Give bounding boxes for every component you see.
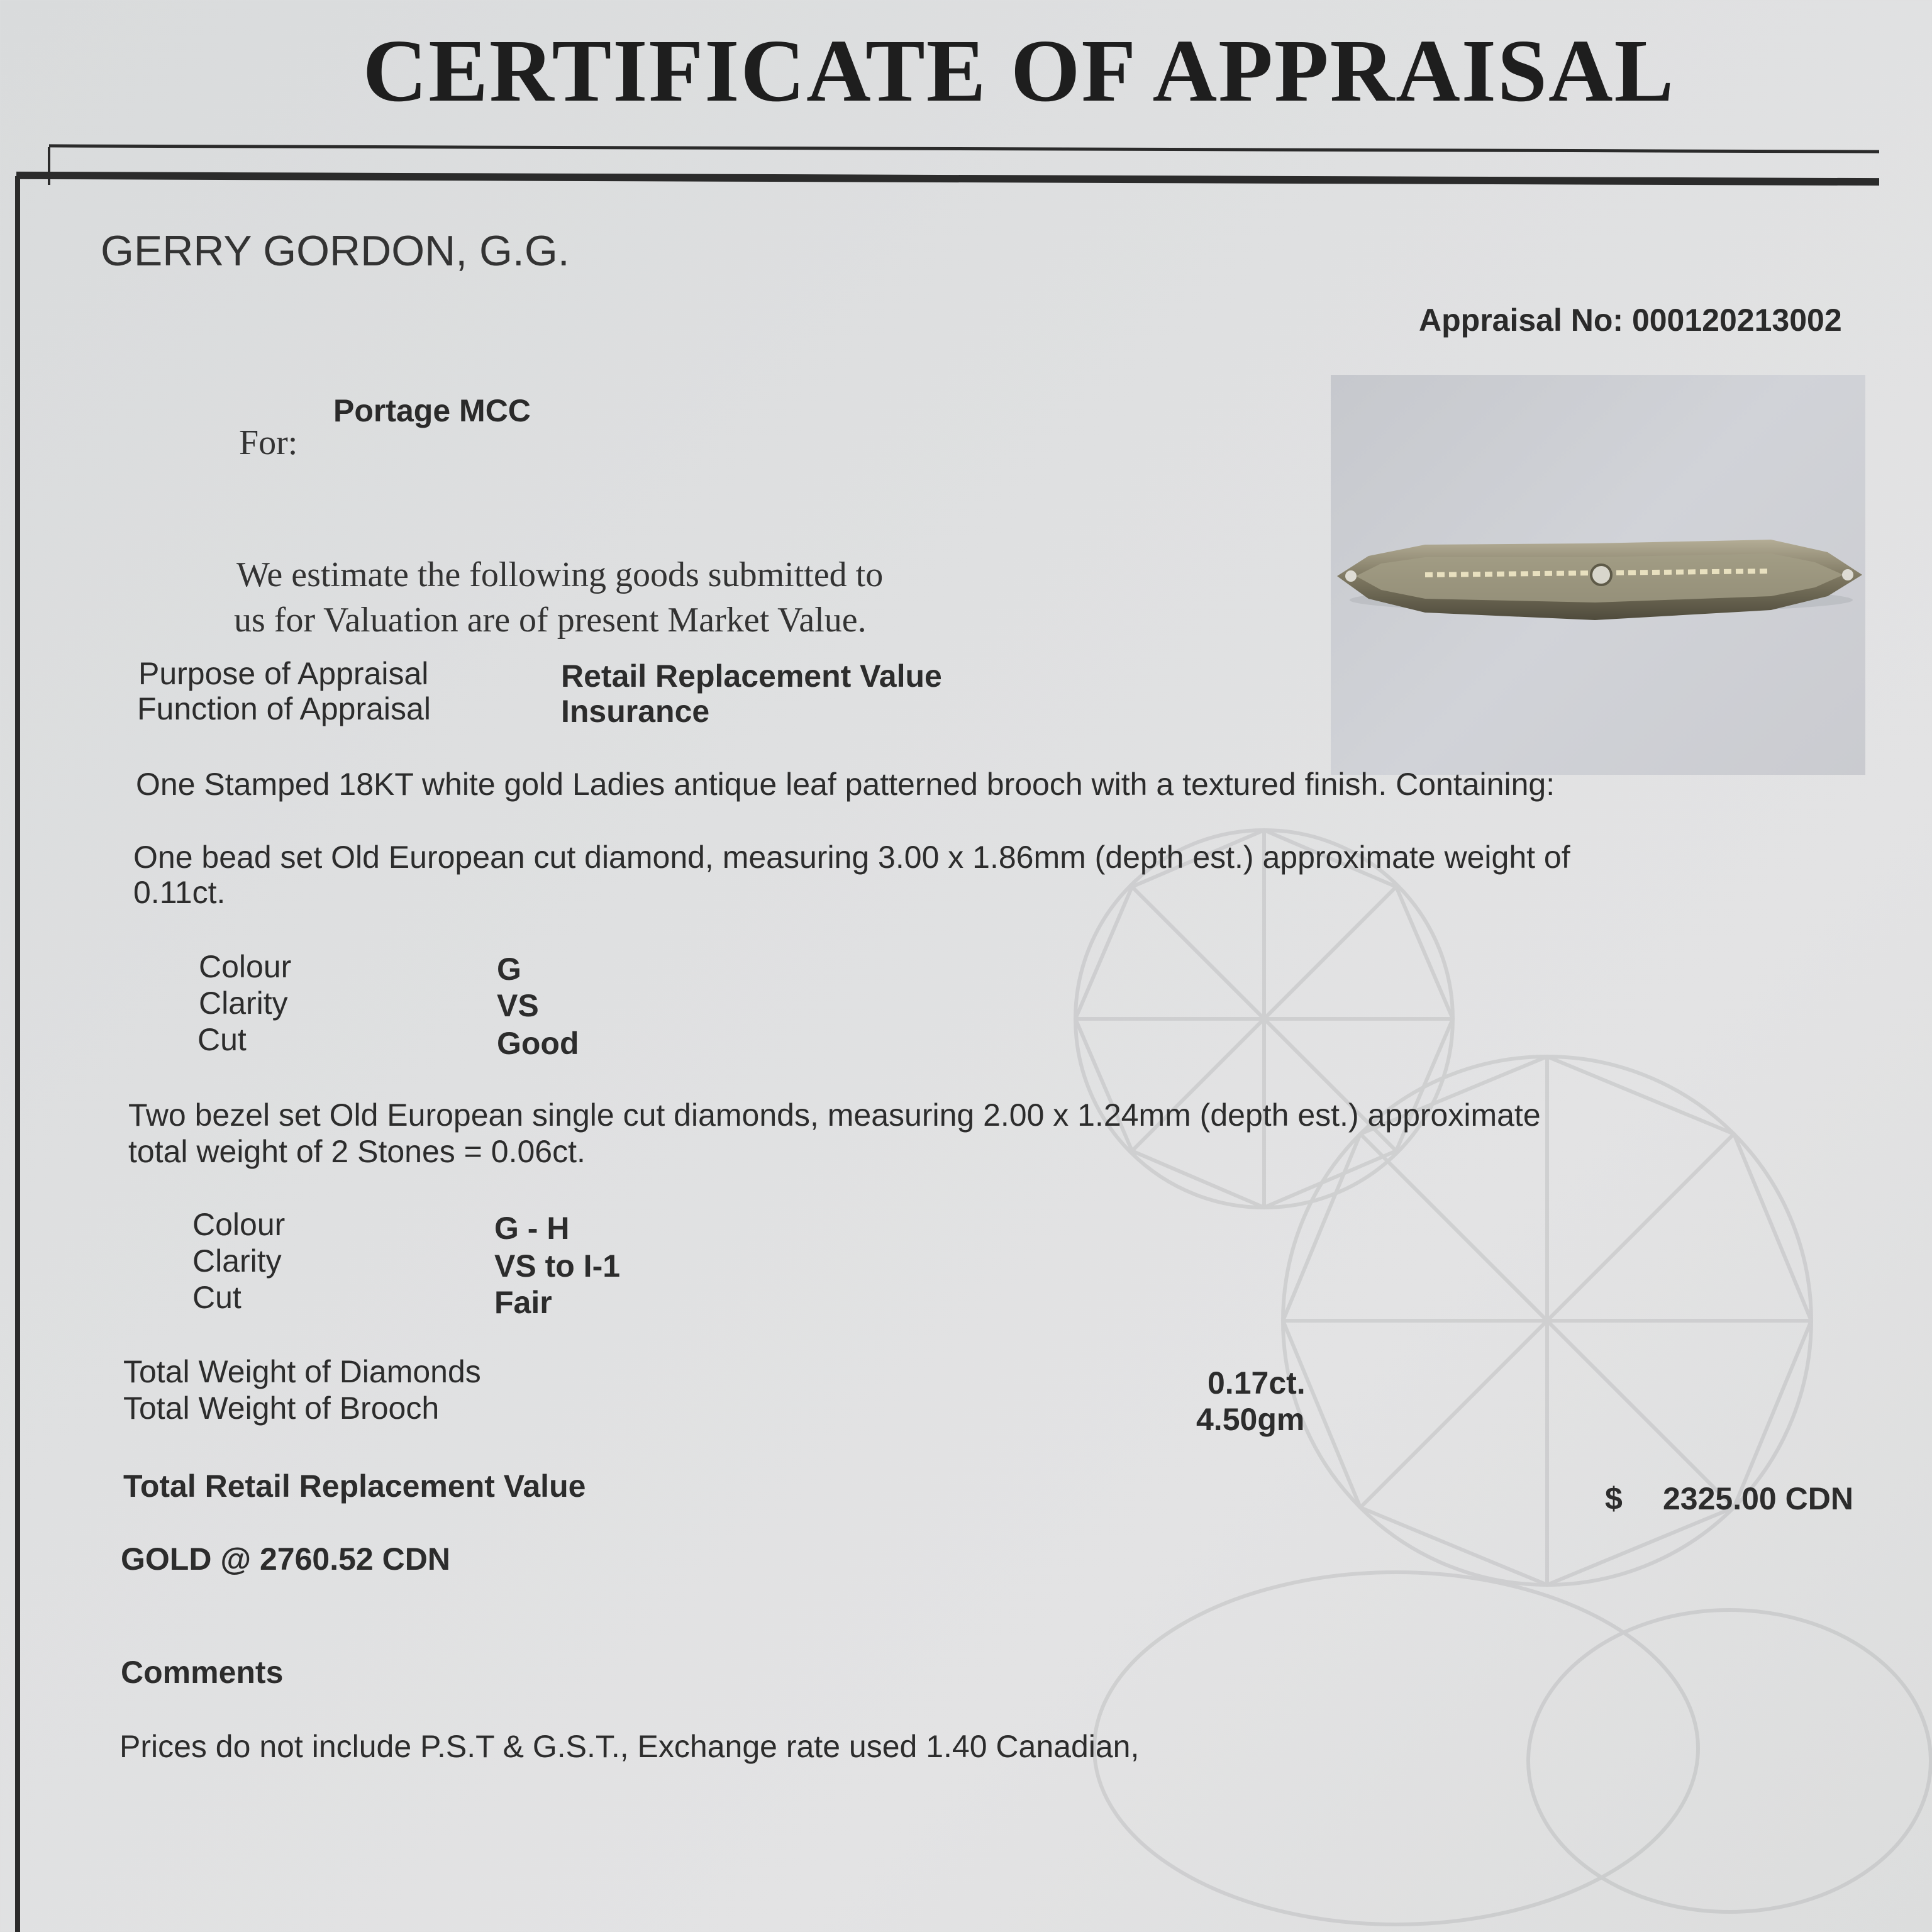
- diamond-watermark: [1069, 818, 1932, 1932]
- stone2-description-1: Two bezel set Old European single cut diamonds, measuring 2.00 x 1.24mm (depth est.) approximate: [128, 1097, 1541, 1133]
- top-rule-thin: [49, 144, 1879, 153]
- stone2-colour-value: G - H: [494, 1211, 570, 1246]
- intro-line-1: We estimate the following goods submitted to: [236, 555, 884, 594]
- stone2-clarity-value: VS to I-1: [494, 1248, 621, 1284]
- for-label: For:: [239, 423, 298, 462]
- left-rule-outer: [15, 176, 20, 1932]
- stone1-description-1: One bead set Old European cut diamond, measuring 3.00 x 1.86mm (depth est.) approximate weight of: [133, 840, 1570, 875]
- stone1-description-2: 0.11ct.: [133, 875, 226, 910]
- comments-text: Prices do not include P.S.T & G.S.T., Exchange rate used 1.40 Canadian,: [119, 1729, 1140, 1764]
- top-rule-thick: [16, 172, 1879, 186]
- total-diamonds-value: 0.17ct.: [1208, 1365, 1306, 1401]
- appraisal-number: Appraisal No: 000120213002: [1419, 303, 1842, 338]
- left-rule-inner: [48, 147, 50, 185]
- purpose-value: Retail Replacement Value: [561, 658, 942, 694]
- total-brooch-value: 4.50gm: [1196, 1402, 1305, 1437]
- brooch-image: [1331, 375, 1865, 775]
- stone1-cut-value: Good: [497, 1026, 579, 1061]
- retail-value: 2325.00 CDN: [1663, 1481, 1853, 1516]
- currency-symbol: $: [1605, 1481, 1623, 1516]
- function-value: Insurance: [561, 694, 710, 729]
- function-label: Function of Appraisal: [137, 691, 431, 726]
- stone1-clarity-value: VS: [497, 988, 539, 1023]
- item-description: One Stamped 18KT white gold Ladies antique leaf patterned brooch with a textured finish. Containing:: [136, 767, 1555, 802]
- stone1-colour-value: G: [497, 952, 521, 987]
- retail-value-label: Total Retail Replacement Value: [123, 1468, 586, 1504]
- stone2-clarity-label: Clarity: [192, 1243, 282, 1279]
- comments-heading: Comments: [121, 1655, 284, 1690]
- stone2-colour-label: Colour: [192, 1207, 286, 1242]
- purpose-label: Purpose of Appraisal: [138, 656, 429, 691]
- stone2-cut-value: Fair: [494, 1285, 552, 1320]
- certificate-title: CERTIFICATE OF APPRAISAL: [362, 21, 1675, 120]
- stone1-cut-label: Cut: [197, 1022, 247, 1057]
- brooch-photo: [1331, 375, 1865, 775]
- intro-line-2: us for Valuation are of present Market Value.: [234, 601, 867, 640]
- total-diamonds-label: Total Weight of Diamonds: [123, 1354, 481, 1389]
- appraiser-name: GERRY GORDON, G.G.: [101, 227, 570, 275]
- client-name: Portage MCC: [333, 393, 531, 428]
- gold-price: GOLD @ 2760.52 CDN: [121, 1541, 450, 1577]
- stone1-colour-label: Colour: [199, 949, 292, 984]
- stone1-clarity-label: Clarity: [199, 985, 288, 1021]
- stone2-cut-label: Cut: [192, 1280, 242, 1315]
- stone2-description-2: total weight of 2 Stones = 0.06ct.: [128, 1134, 586, 1169]
- total-brooch-label: Total Weight of Brooch: [123, 1391, 440, 1426]
